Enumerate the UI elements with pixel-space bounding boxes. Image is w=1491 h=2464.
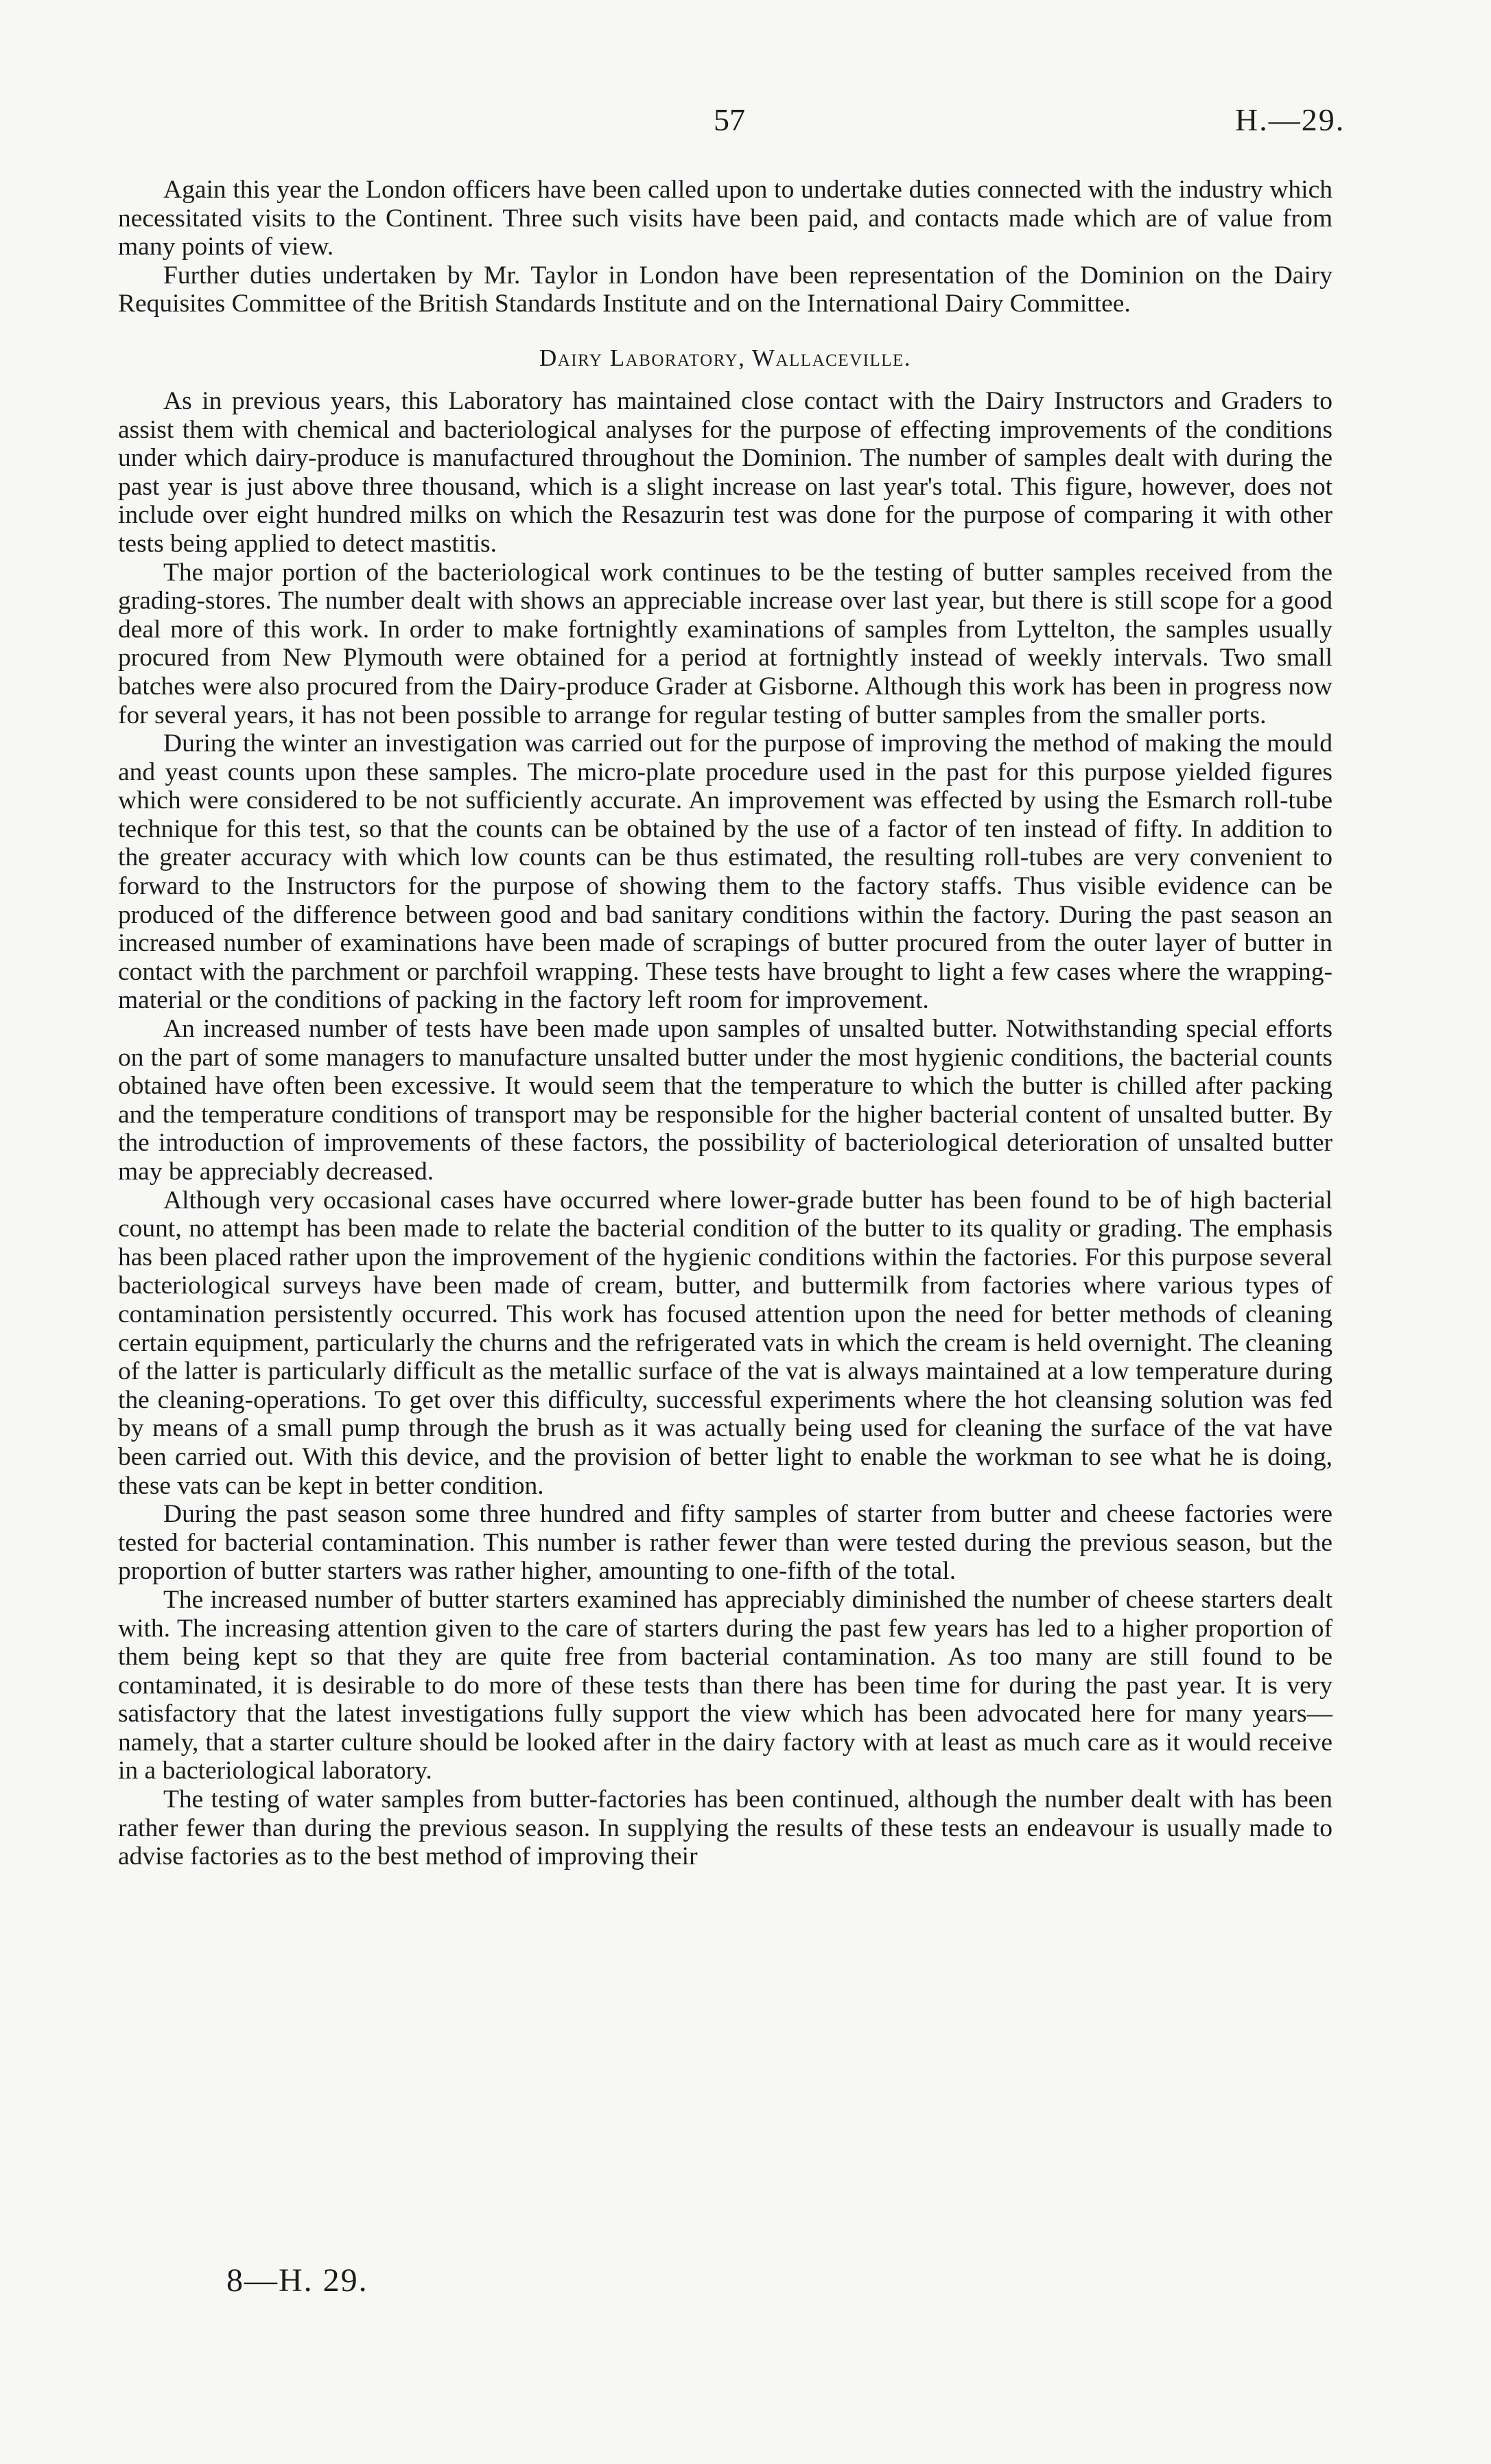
signature-reference: 8—H. 29. (226, 2262, 368, 2299)
section-paragraph: The testing of water samples from butter-factories has been continued, although the number dealt with has been rather fewer than during the previous season. In supplying the results of these tests an endeavour is usually made to advise factories as to the best method of improving their (118, 1785, 1332, 1871)
section-heading: Dairy Laboratory, Wallaceville. (539, 344, 912, 371)
intro-paragraph: Further duties undertaken by Mr. Taylor in London have been representation of the Dominion on the Dairy Requisites Committee of the British Standards Institute and on the International Dairy Committee. (118, 261, 1332, 318)
section-paragraph: During the winter an investigation was carried out for the purpose of improving the method of making the mould and yeast counts upon these samples. The micro-plate procedure used in the past for this purpose yielded figures which were considered to be not sufficiently accurate. An improvement was effected by using the Esmarch roll-tube technique for this test, so that the counts can be obtained by the use of a factor of ten instead of fifty. In addition to the greater accuracy with which low counts can be thus estimated, the resulting roll-tubes are very convenient to forward to the Instructors for the purpose of showing them to the factory staffs. Thus visible evidence can be produced of the difference between good and bad sanitary conditions within the factory. During the past season an increased number of examinations have been made of scrapings of butter procured from the outer layer of butter in contact with the parchment or parchfoil wrapping. These tests have brought to light a few cases where the wrapping-material or the conditions of packing in the factory left room for improvement. (118, 729, 1332, 1015)
section-paragraph: The increased number of butter starters examined has appreciably diminished the number of cheese starters dealt with. The increasing attention given to the care of starters during the past few years has led to a higher proportion of them being kept so that they are quite free from bacterial contamination. As too many are still found to be contaminated, it is desirable to do more of these tests than there has been time for during the past year. It is very satisfactory that the latest investigations fully support the view which has been advocated here for many years—namely, that a starter culture should be looked after in the dairy factory with at least as much care as it would receive in a bacteriological laboratory. (118, 1585, 1332, 1785)
page-number: 57 (714, 102, 745, 137)
intro-paragraph: Again this year the London officers have been called upon to undertake duties connected with the industry which necessitated visits to the Continent. Three such visits have been paid, and contacts made which are of value from many points of view. (118, 176, 1332, 261)
section-paragraph: During the past season some three hundred and fifty samples of starter from butter and cheese factories were tested for bacterial contamination. This number is rather fewer than were tested during the previous season, but the proportion of butter starters was rather higher, amounting to one-fifth of the total. (118, 1500, 1332, 1586)
document-reference: H.—29. (1235, 102, 1346, 137)
section-paragraph: Although very occasional cases have occurred where lower-grade butter has been found to be of high bacterial count, no attempt has been made to relate the bacterial condition of the butter to its quality or grading. The emphasis has been placed rather upon the improvement of the hygienic conditions within the factories. For this purpose several bacteriological surveys have been made of cream, butter, and buttermilk from factories where various types of contamination persistently occurred. This work has focused attention upon the need for better methods of cleaning certain equipment, particularly the churns and the refrigerated vats in which the cream is held overnight. The cleaning of the latter is particularly difficult as the metallic surface of the vat is always maintained at a low temperature during the cleaning-operations. To get over this difficulty, successful experiments where the hot cleansing solution was fed by means of a small pump through the brush as it was actually being used for cleaning the surface of the vat have been carried out. With this device, and the provision of better light to enable the workman to see what he is doing, these vats can be kept in better condition. (118, 1186, 1332, 1500)
section-paragraph: An increased number of tests have been made upon samples of unsalted butter. Notwithstanding special efforts on the part of some managers to manufacture unsalted butter under the most hygienic conditions, the bacterial counts obtained have often been excessive. It would seem that the temperature to which the butter is chilled after packing and the temperature conditions of transport may be responsible for the higher bacterial content of unsalted butter. By the introduction of improvements of these factors, the possibility of bacteriological deterioration of unsalted butter may be appreciably decreased. (118, 1015, 1332, 1186)
page-body (118, 176, 1332, 1871)
section-paragraph: As in previous years, this Laboratory has maintained close contact with the Dairy Instructors and Graders to assist them with chemical and bacteriological analyses for the purpose of effecting improvements of the conditions under which dairy-produce is manufactured throughout the Dominion. The number of samples dealt with during the past year is just above three thousand, which is a slight increase on last year's total. This figure, however, does not include over eight hundred milks on which the Resazurin test was done for the purpose of comparing it with other tests being applied to detect mastitis. (118, 386, 1332, 558)
section-paragraph: The major portion of the bacteriological work continues to be the testing of butter samples received from the grading-stores. The number dealt with shows an appreciable increase over last year, but there is still scope for a good deal more of this work. In order to make fortnightly examinations of samples from Lyttelton, the samples usually procured from New Plymouth were obtained for a period at fortnightly instead of weekly intervals. Two small batches were also procured from the Dairy-produce Grader at Gisborne. Although this work has been in progress now for several years, it has not been possible to arrange for regular testing of butter samples from the smaller ports. (118, 558, 1332, 729)
